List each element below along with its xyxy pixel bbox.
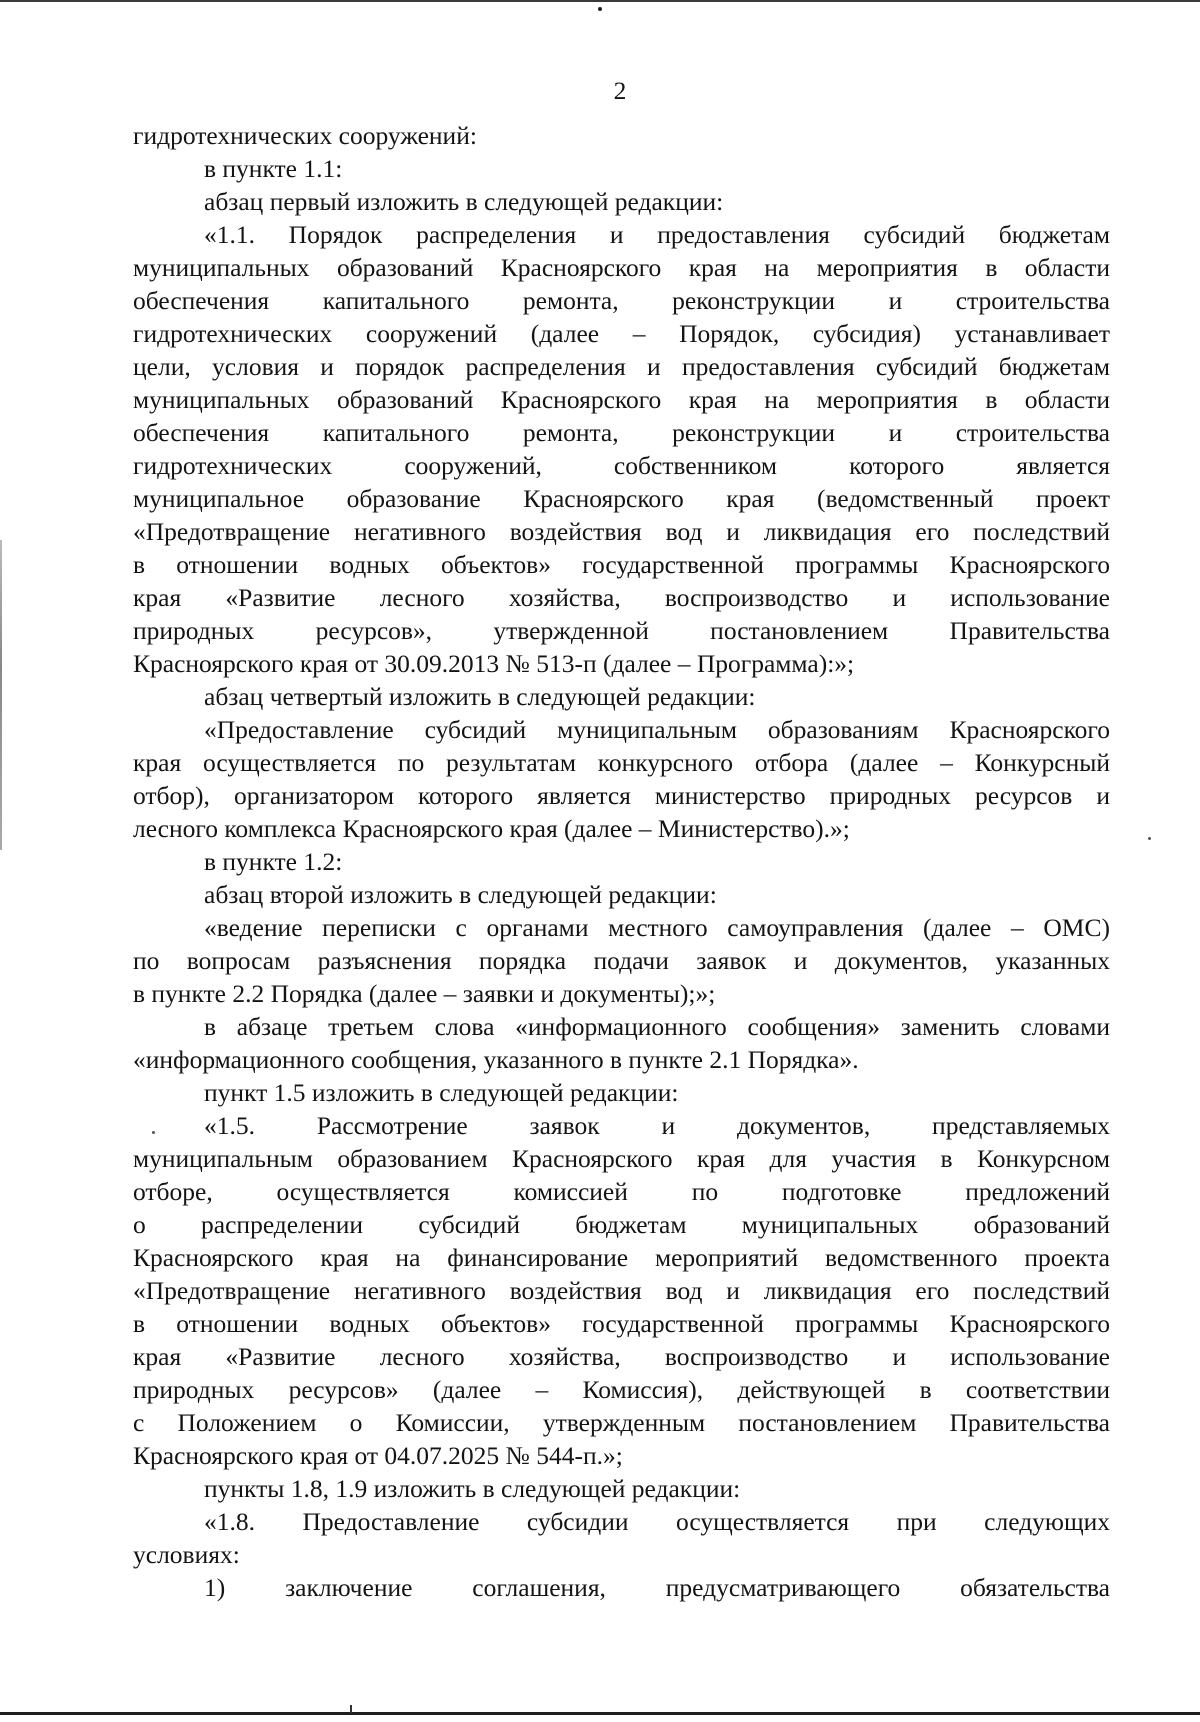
text-line: абзац четвертый изложить в следующей редакции: (204, 682, 756, 711)
text-line: муниципальных образований Красноярского края на мероприятия в области (133, 253, 1110, 282)
text-line: обеспечения капитального ремонта, реконструкции и строительства (133, 286, 1110, 315)
text-line: края «Развитие лесного хозяйства, воспроизводство и использование (133, 583, 1110, 612)
text-line: в пункте 1.2: (204, 847, 343, 876)
text-line: «1.1. Порядок распределения и предоставления субсидий бюджетам (204, 220, 1110, 249)
text-line: обеспечения капитального ремонта, реконструкции и строительства (133, 418, 1110, 447)
text-line: в абзаце третьем слова «информационного сообщения» заменить словами (204, 1012, 1110, 1041)
scan-speck (1148, 837, 1151, 840)
text-line: пункты 1.8, 1.9 изложить в следующей редакции: (204, 1474, 741, 1503)
text-line: природных ресурсов», утвержденной постановлением Правительства (133, 616, 1110, 645)
page-number: 2 (613, 76, 627, 105)
text-line: абзац первый изложить в следующей редакции: (204, 187, 724, 216)
document-body (133, 119, 1110, 1604)
text-line: муниципальным образованием Красноярского края для участия в Конкурсном (133, 1144, 1110, 1173)
text-line: «ведение переписки с органами местного самоуправления (далее – ОМС) (204, 913, 1110, 942)
text-line: гидротехнических сооружений, собственником которого является (133, 451, 1110, 480)
text-line: «информационного сообщения, указанного в пункте 2.1 Порядка». (133, 1045, 859, 1074)
text-line: условиях: (133, 1540, 240, 1569)
text-line: в пункте 1.1: (204, 154, 343, 183)
text-line: «1.8. Предоставление субсидии осуществляется при следующих (204, 1507, 1110, 1536)
text-line: гидротехнических сооружений (далее – Порядок, субсидия) устанавливает (133, 319, 1110, 348)
text-line: о распределении субсидий бюджетам муниципальных образований (133, 1210, 1110, 1239)
text-line: гидротехнических сооружений: (133, 121, 477, 150)
text-line: цели, условия и порядок распределения и предоставления субсидий бюджетам (133, 352, 1110, 381)
text-line: абзац второй изложить в следующей редакции: (204, 880, 717, 909)
text-line: «1.5. Рассмотрение заявок и документов, представляемых (204, 1111, 1110, 1140)
text-line: муниципальных образований Красноярского края на мероприятия в области (133, 385, 1110, 414)
scan-bottom-edge (0, 1712, 1200, 1715)
text-line: пункт 1.5 изложить в следующей редакции: (204, 1078, 679, 1107)
text-line: Красноярского края на финансирование мероприятий ведомственного проекта (133, 1243, 1110, 1272)
text-line: лесного комплекса Красноярского края (далее – Министерство).»; (133, 814, 850, 843)
text-line: «Предотвращение негативного воздействия вод и ликвидация его последствий (133, 517, 1110, 546)
text-line: Красноярского края от 04.07.2025 № 544-п.»; (133, 1441, 623, 1470)
text-line: отбор), организатором которого является министерство природных ресурсов и (133, 781, 1110, 810)
scan-speck (598, 7, 602, 11)
text-line: в пункте 2.2 Порядка (далее – заявки и документы);»; (133, 979, 716, 1008)
text-line: в отношении водных объектов» государственной программы Красноярского (133, 550, 1110, 579)
text-line: в отношении водных объектов» государственной программы Красноярского (133, 1309, 1110, 1338)
text-line: «Предотвращение негативного воздействия вод и ликвидация его последствий (133, 1276, 1110, 1305)
scan-top-edge (0, 0, 1200, 2)
text-line: края осуществляется по результатам конкурсного отбора (далее – Конкурсный (133, 748, 1110, 777)
text-line: муниципальное образование Красноярского края (ведомственный проект (133, 484, 1110, 513)
text-line: по вопросам разъяснения порядка подачи заявок и документов, указанных (133, 946, 1110, 975)
text-line: с Положением о Комиссии, утвержденным постановлением Правительства (133, 1408, 1110, 1437)
text-line: «Предоставление субсидий муниципальным образованиям Красноярского (204, 715, 1110, 744)
text-line: отборе, осуществляется комиссией по подготовке предложений (133, 1177, 1110, 1206)
text-line: края «Развитие лесного хозяйства, воспроизводство и использование (133, 1342, 1110, 1371)
scan-bottom-mark (350, 1705, 352, 1713)
scan-left-edge (0, 540, 2, 850)
text-line: 1) заключение соглашения, предусматривающего обязательства (204, 1573, 1110, 1602)
text-line: Красноярского края от 30.09.2013 № 513-п (далее – Программа):»; (133, 649, 855, 678)
text-line: природных ресурсов» (далее – Комиссия), действующей в соответствии (133, 1375, 1110, 1404)
